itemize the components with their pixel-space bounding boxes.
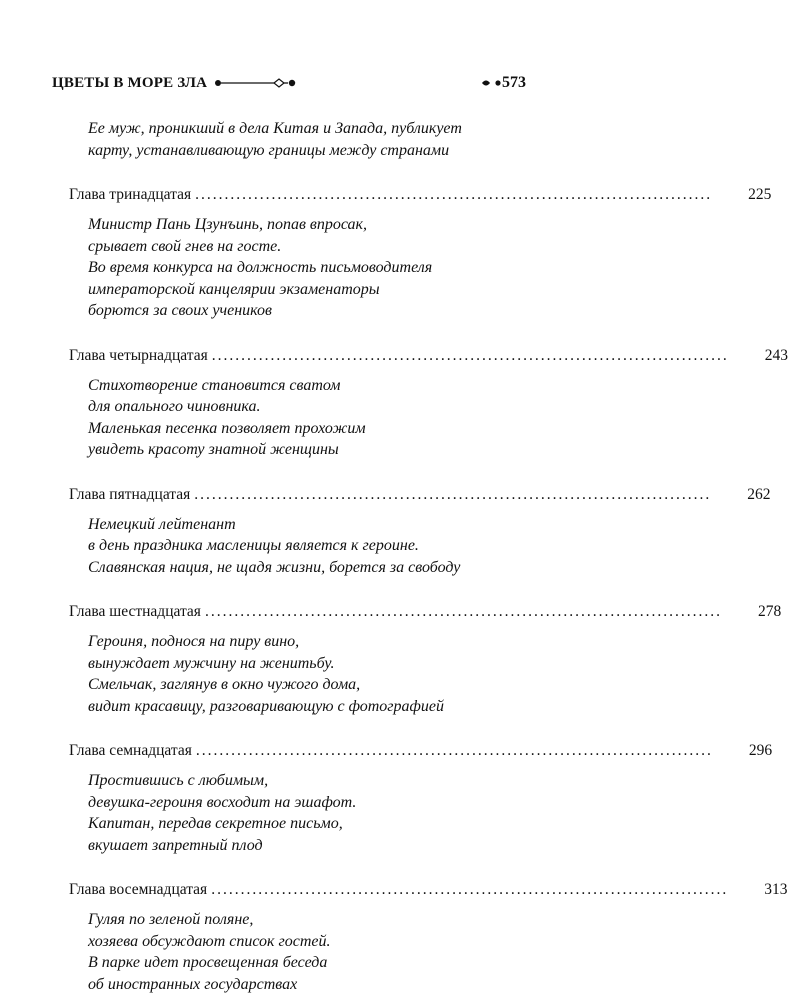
chapter-title: Глава семнадцатая (69, 742, 192, 759)
summary-line: вкушает запретный плод (88, 836, 263, 854)
running-header (52, 72, 526, 94)
chapter-page: 225 (748, 186, 772, 203)
chapter-summary (69, 631, 529, 717)
summary-line: В парке идет просвещенная беседа (88, 954, 328, 971)
summary-line: Ее муж, проникший в дела Китая и Запада, публикует (88, 120, 462, 137)
summary-line: вынуждает мужчину на женитьбу. (88, 654, 335, 672)
toc-entry (69, 184, 772, 322)
toc-entry (69, 740, 773, 856)
summary-line: Славянская нация, не щадя жизни, борется за свободу (88, 558, 461, 576)
dot-leader: ........................................................................................ (195, 186, 713, 203)
summary-line: Маленькая песенка позволяет прохожим (88, 419, 366, 437)
chapter-page: 278 (757, 603, 782, 620)
chapter-page: 313 (764, 881, 788, 898)
summary-line: Гуляя по зеленой поляне, (88, 911, 254, 928)
toc-entry (69, 601, 782, 717)
page-number: 573 (502, 74, 526, 91)
chapter-title: Глава четырнадцатая (69, 346, 208, 364)
summary-line: карту, устанавливающую границы между странами (88, 141, 450, 159)
toc-entry (69, 484, 771, 579)
toc-entry (69, 345, 788, 461)
chapter-title: Глава пятнадцатая (69, 485, 191, 503)
summary-line: в день праздника масленицы является к героине. (88, 537, 419, 554)
chapter-page: 243 (764, 346, 788, 364)
chapter-page: 296 (748, 742, 773, 759)
summary-line: борются за своих учеников (88, 302, 272, 319)
summary-line: хозяева обсуждают список гостей. (88, 932, 331, 950)
summary-line: срывает свой гнев на госте. (88, 237, 282, 255)
chapter-summary (69, 909, 529, 995)
chapter-summary (69, 375, 529, 461)
summary-line: увидеть красоту знатной женщины (88, 441, 339, 458)
chapter-title: Глава тринадцатая (69, 186, 192, 203)
chapter-summary (69, 514, 529, 579)
summary-line: Министр Пань Цзунъинь, попав впросак, (88, 216, 368, 233)
toc-entry (69, 879, 788, 995)
summary-line: Смельчак, заглянув в окно чужого дома, (88, 676, 361, 693)
chapter-summary (69, 118, 529, 161)
summary-line: об иностранных государствах (88, 975, 298, 993)
dot-leader: ........................................................................................ (204, 603, 722, 620)
chapter-title: Глава восемнадцатая (69, 881, 208, 898)
chapter-page: 262 (747, 485, 771, 503)
chapter-title: Глава шестнадцатая (69, 603, 201, 620)
chapter-summary (69, 214, 529, 322)
chapter-summary (69, 770, 529, 856)
summary-line: Героиня, поднося на пиру вино, (88, 633, 300, 650)
flourish-ornament-icon (214, 75, 298, 91)
summary-line: императорской канцелярии экзаменаторы (88, 280, 380, 298)
summary-line: девушка-героиня восходит на эшафот. (88, 793, 357, 811)
dot-leader: ........................................................................................ (211, 346, 729, 364)
dot-leader: ........................................................................................ (195, 742, 713, 759)
summary-line: Немецкий лейтенант (88, 515, 236, 533)
summary-line: Во время конкурса на должность письмоводителя (88, 259, 433, 276)
table-of-contents (69, 118, 788, 995)
summary-line: для опального чиновника. (88, 398, 261, 415)
summary-line: Стихотворение становится сватом (88, 376, 341, 394)
running-title: ЦВЕТЫ В МОРЕ ЗЛА (52, 75, 208, 91)
summary-line: Капитан, передав секретное письмо, (88, 815, 343, 832)
summary-line: видит красавицу, разговаривающую с фотографией (88, 697, 444, 715)
summary-line: Простившись с любимым, (88, 772, 269, 789)
dot-leader: ........................................................................................ (211, 881, 729, 898)
dot-leader: ........................................................................................ (194, 485, 712, 503)
bullet-ornament-icon (480, 77, 504, 89)
